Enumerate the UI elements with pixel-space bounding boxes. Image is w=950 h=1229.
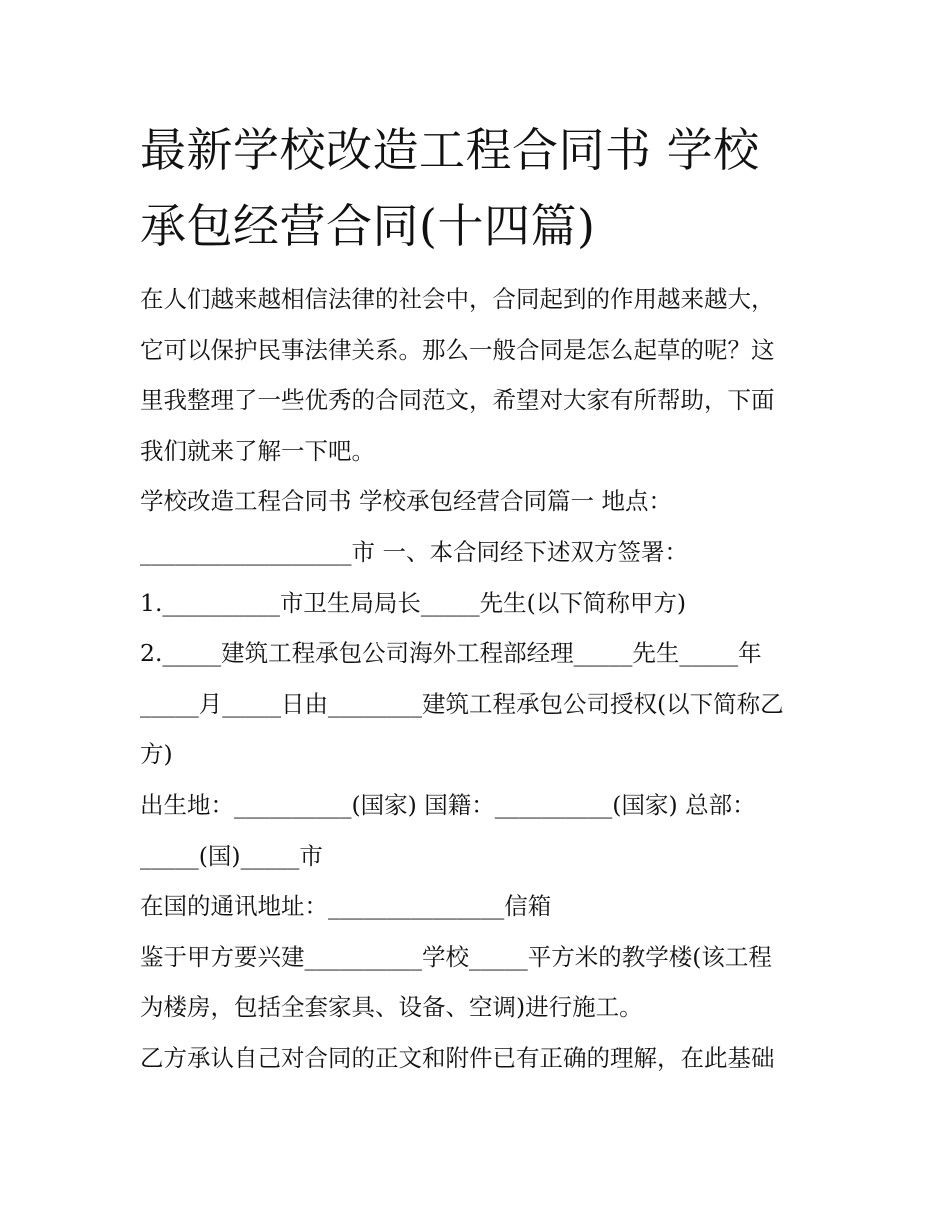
body-line-7: 1.__________市卫生局局长_____先生(以下简称甲方) bbox=[140, 588, 687, 617]
body-line-11: 出生地：__________(国家) 国籍：__________(国家) 总部： bbox=[140, 790, 756, 819]
title-line-1: 最新学校改造工程合同书 学校 bbox=[140, 123, 760, 177]
body-line-1: 在人们越来越相信法律的社会中，合同起到的作用越来越大， bbox=[140, 285, 775, 313]
body-line-2: 它可以保护民事法律关系。那么一般合同是怎么起草的呢？这 bbox=[140, 335, 775, 364]
body-line-6: __________________市 一、本合同经下述双方签署： bbox=[140, 537, 688, 566]
body-line-13: 在国的通讯地址：_______________信箱 bbox=[140, 892, 552, 921]
body-line-9: _____月_____日由________建筑工程承包公司授权(以下简称乙 bbox=[140, 689, 784, 718]
body-line-16: 乙方承认自己对合同的正文和附件已有正确的理解，在此基础 bbox=[140, 1043, 775, 1072]
body-line-5: 学校改造工程合同书 学校承包经营合同篇一 地点： bbox=[140, 487, 672, 516]
body-line-12: _____(国)_____市 bbox=[140, 841, 323, 870]
body-line-3: 里我整理了一些优秀的合同范文，希望对大家有所帮助，下面 bbox=[140, 386, 775, 415]
body-line-15: 为楼房，包括全套家具、设备、空调)进行施工。 bbox=[140, 993, 643, 1022]
title-line-2: 承包经营合同(十四篇) bbox=[140, 199, 596, 253]
body-line-4: 我们就来了解一下吧。 bbox=[140, 436, 375, 465]
document-title bbox=[140, 112, 815, 264]
body-line-14: 鉴于甲方要兴建__________学校_____平方米的教学楼(该工程 bbox=[140, 942, 772, 971]
body-line-10: 方) bbox=[140, 740, 173, 769]
document-page bbox=[140, 112, 815, 1084]
body-line-8: 2._____建筑工程承包公司海外工程部经理_____先生_____年 bbox=[140, 639, 762, 668]
document-body bbox=[140, 274, 815, 1084]
